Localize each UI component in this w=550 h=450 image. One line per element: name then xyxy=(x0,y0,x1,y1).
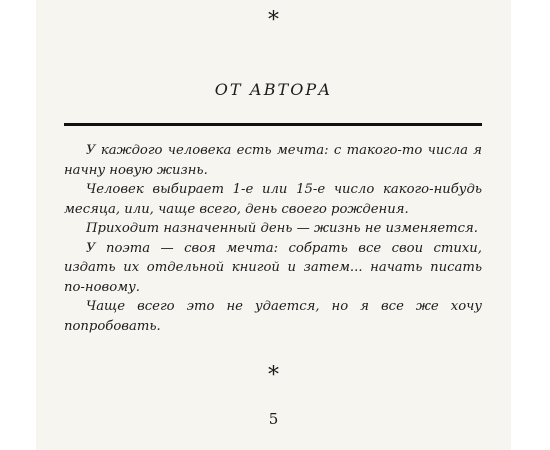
paragraph-3: Приходит назначенный день — жизнь не изменяется. xyxy=(86,221,478,236)
asterisk-ornament-bottom: * xyxy=(268,363,279,388)
book-page xyxy=(36,0,511,450)
heading-rule xyxy=(64,123,482,126)
chapter-heading: ОТ АВТОРА xyxy=(214,80,333,99)
paragraph-2: Человек выбирает 1-е или 15-е число какого-нибудь месяца, или, чаще всего, день своего рождения. xyxy=(64,182,482,217)
page-number: 5 xyxy=(268,410,279,428)
paragraph-1: У каждого человека есть мечта: с такого-то числа я начну новую жизнь. xyxy=(64,143,482,178)
paragraph-5: Чаще всего это не удается, но я все же хочу попробовать. xyxy=(64,299,482,334)
asterisk-ornament-top: * xyxy=(268,8,279,33)
paragraph-4: У поэта — своя мечта: собрать все свои стихи, издать их отдельной книгой и затем... начать писать по-новому. xyxy=(64,240,482,295)
body-text xyxy=(64,141,482,336)
